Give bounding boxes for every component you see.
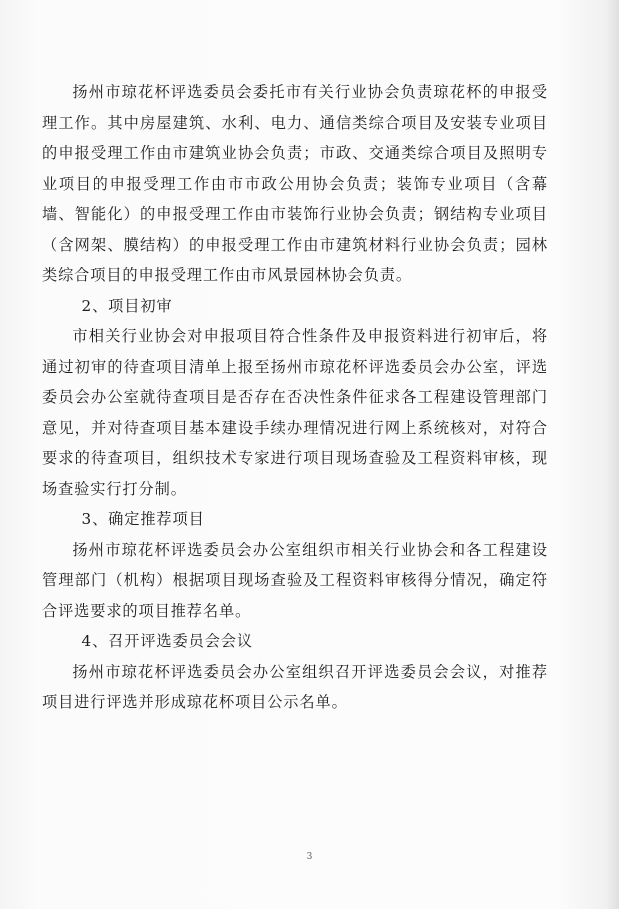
paragraph-application-acceptance: 扬州市琼花杯评选委员会委托市有关行业协会负责琼花杯的申报受理工作。其中房屋建筑、水利、电力、通信类综合项目及安装专业项目的申报受理工作由市建筑业协会负责；市政、交通类综合项目及照明专业项目的申报受理工作由市市政公用协会负责；装饰专业项目（含幕墙、智能化）的申报受理工作由市装饰行业协会负责；钢结构专业项目（含网架、膜结构）的申报受理工作由市建筑材料行业协会负责；园林类综合项目的申报受理工作由市风景园林协会负责。 [42, 83, 548, 284]
paragraph-recommended-projects: 扬州市琼花杯评选委员会办公室组织市相关行业协会和各工程建设管理部门（机构）根据项目现场查验及工程资料审核得分情况，确定符合评选要求的项目推荐名单。 [42, 540, 548, 620]
document-body [42, 77, 548, 718]
paragraph-committee-meeting: 扬州市琼花杯评选委员会办公室组织召开评选委员会会议，对推荐项目进行评选并形成琼花杯项目公示名单。 [42, 662, 548, 711]
heading-committee-meeting: 4、召开评选委员会会议 [81, 632, 253, 650]
paragraph-preliminary-review: 市相关行业协会对申报项目符合性条件及申报资料进行初审后，将通过初审的待查项目清单上报至扬州市琼花杯评选委员会办公室，评选委员会办公室就待查项目是否存在否决性条件征求各工程建设管理部门意见，并对待查项目基本建设手续办理情况进行网上系统核对，对符合要求的待查项目，组织技术专家进行项目现场查验及工程资料审核，现场查验实行打分制。 [42, 327, 548, 498]
heading-preliminary-review: 2、项目初审 [81, 296, 173, 315]
page-number: 3 [306, 852, 313, 862]
heading-recommended-projects: 3、确定推荐项目 [81, 510, 205, 528]
page-edge-shadow [605, 0, 619, 909]
